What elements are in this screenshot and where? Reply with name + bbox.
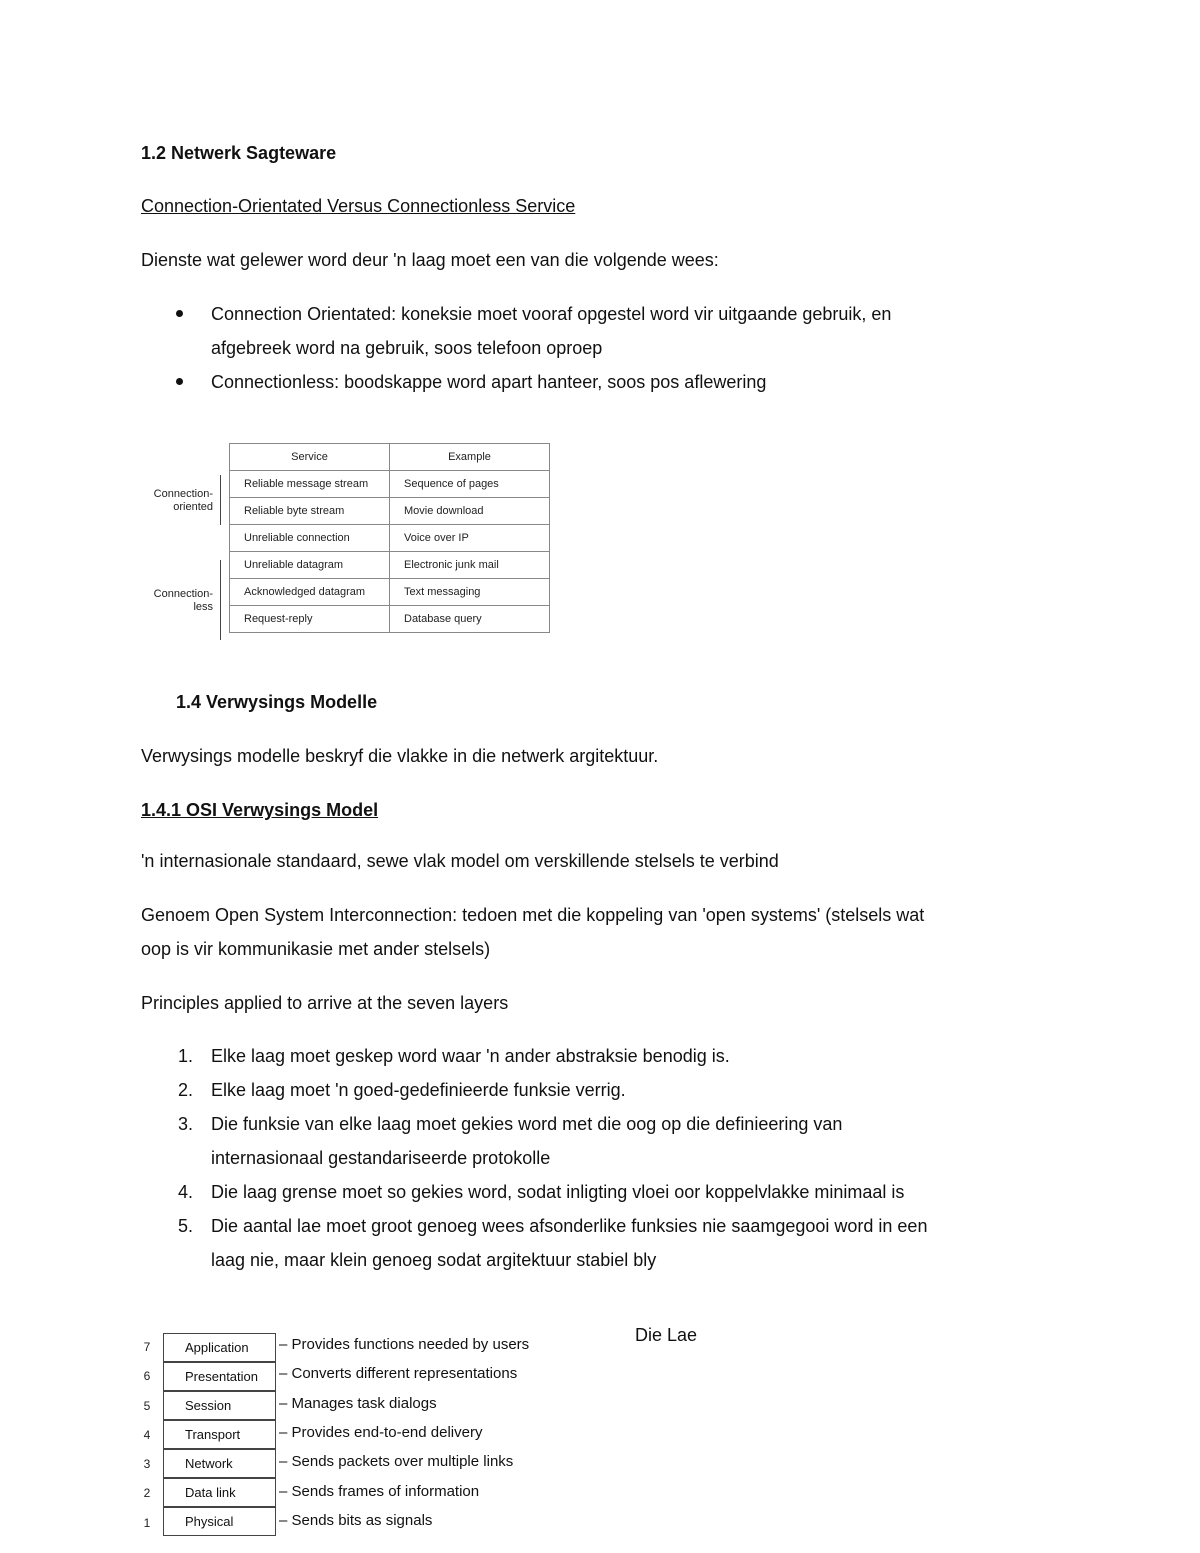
layer-description: – Provides functions needed by users — [279, 1336, 530, 1353]
list-item-3-line-2: internasionaal gestandariseerde protokolle — [211, 1148, 551, 1168]
bracket-connectionless — [220, 560, 225, 640]
group-label-connectionless: Connection- less — [153, 588, 213, 613]
table-cell: Text messaging — [390, 579, 550, 606]
table-cell: Movie download — [390, 498, 550, 525]
layer-description: – Manages task dialogs — [279, 1395, 437, 1412]
list-item-2: Elke laag moet 'n goed-gedefinieerde funksie verrig. — [211, 1080, 626, 1100]
layer-description: – Provides end-to-end delivery — [279, 1424, 483, 1441]
list-number: 3. — [177, 1114, 193, 1134]
layer-description: – Sends frames of information — [279, 1483, 480, 1500]
subheading-connection-services: Connection-Orientated Versus Connectionless Service — [141, 196, 576, 216]
paragraph-2-line-1: Genoem Open System Interconnection: tedoen met die koppeling van 'open systems' (stelsels wat — [141, 905, 925, 925]
table-cell: Voice over IP — [390, 525, 550, 552]
layer-box-session: Session — [163, 1391, 276, 1420]
list-number: 4. — [177, 1182, 193, 1202]
layer-box-network: Network — [163, 1449, 276, 1478]
table-cell: Acknowledged datagram — [230, 579, 390, 606]
column-header-service: Service — [230, 444, 390, 471]
table-row — [230, 525, 550, 552]
layer-description: – Sends bits as signals — [279, 1512, 433, 1529]
table-row — [230, 552, 550, 579]
column-header-example: Example — [390, 444, 550, 471]
layer-number: 3 — [143, 1457, 151, 1471]
layer-number: 4 — [143, 1428, 151, 1442]
bullet-item-2: Connectionless: boodskappe word apart hanteer, soos pos aflewering — [211, 372, 767, 392]
layer-box-transport: Transport — [163, 1420, 276, 1449]
section-heading-1-2: 1.2 Netwerk Sagteware — [141, 143, 337, 163]
table-cell: Request-reply — [230, 606, 390, 633]
table-cell: Unreliable connection — [230, 525, 390, 552]
list-item-5-line-1: Die aantal lae moet groot genoeg wees afsonderlike funksies nie saamgegooi word in een — [211, 1216, 928, 1236]
table-cell: Sequence of pages — [390, 471, 550, 498]
paragraph-2-line-2: oop is vir kommunikasie met ander stelsels) — [141, 939, 491, 959]
layer-box-presentation: Presentation — [163, 1362, 276, 1391]
layer-box-physical: Physical — [163, 1507, 276, 1536]
layers-caption: Die Lae — [635, 1325, 698, 1345]
layer-number: 6 — [143, 1369, 151, 1383]
section-heading-1-4: 1.4 Verwysings Modelle — [176, 692, 378, 712]
list-number: 2. — [177, 1080, 193, 1100]
table-cell: Unreliable datagram — [230, 552, 390, 579]
list-item-3-line-1: Die funksie van elke laag moet gekies word met die oog op die definieering van — [211, 1114, 843, 1134]
paragraph-3: Principles applied to arrive at the seven layers — [141, 993, 509, 1013]
bracket-connection-oriented — [220, 475, 225, 525]
bullet-item-1-line-2: afgebreek word na gebruik, soos telefoon oproep — [211, 338, 603, 358]
table-row — [230, 579, 550, 606]
section-heading-1-4-1: 1.4.1 OSI Verwysings Model — [141, 800, 379, 820]
layer-box-application: Application — [163, 1333, 276, 1362]
bullet-icon — [176, 378, 183, 385]
table-row — [230, 498, 550, 525]
table-cell: Electronic junk mail — [390, 552, 550, 579]
layer-description: – Sends packets over multiple links — [279, 1453, 514, 1470]
list-item-5-line-2: laag nie, maar klein genoeg sodat argitektuur stabiel bly — [211, 1250, 657, 1270]
layer-number: 2 — [143, 1486, 151, 1500]
layer-description: – Converts different representations — [279, 1365, 518, 1382]
service-table — [229, 443, 550, 633]
paragraph-1: 'n internasionale standaard, sewe vlak model om verskillende stelsels te verbind — [141, 851, 779, 871]
list-number: 5. — [177, 1216, 193, 1236]
section-1-4-intro: Verwysings modelle beskryf die vlakke in die netwerk argitektuur. — [141, 746, 659, 766]
layer-number: 5 — [143, 1399, 151, 1413]
bullet-icon — [176, 310, 183, 317]
list-number: 1. — [177, 1046, 193, 1066]
layer-number: 1 — [143, 1516, 151, 1530]
layer-box-data-link: Data link — [163, 1478, 276, 1507]
table-row — [230, 471, 550, 498]
bullet-item-1-line-1: Connection Orientated: koneksie moet vooraf opgestel word vir uitgaande gebruik, en — [211, 304, 892, 324]
table-cell: Reliable message stream — [230, 471, 390, 498]
list-item-1: Elke laag moet geskep word waar 'n ander abstraksie benodig is. — [211, 1046, 730, 1066]
table-header-row — [230, 444, 550, 471]
group-label-connection-oriented: Connection- oriented — [153, 488, 213, 513]
table-row — [230, 606, 550, 633]
list-item-4: Die laag grense moet so gekies word, sodat inligting vloei oor koppelvlakke minimaal is — [211, 1182, 905, 1202]
layer-number: 7 — [143, 1340, 151, 1354]
intro-paragraph: Dienste wat gelewer word deur 'n laag moet een van die volgende wees: — [141, 250, 719, 270]
table-cell: Reliable byte stream — [230, 498, 390, 525]
table-cell: Database query — [390, 606, 550, 633]
